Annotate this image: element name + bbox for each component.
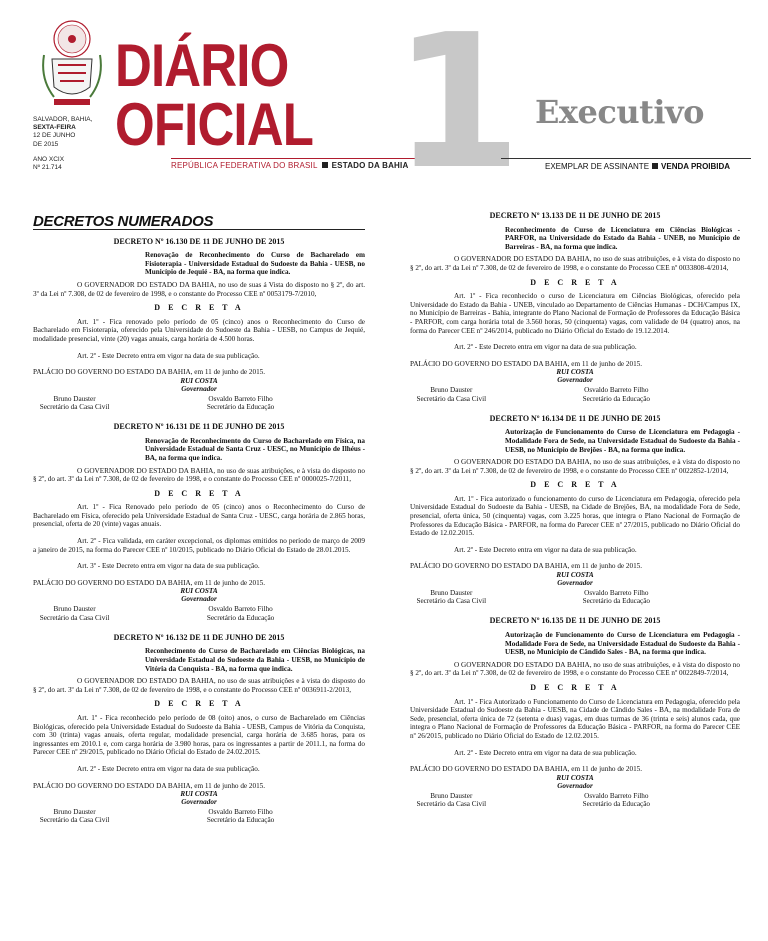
- decree-title: DECRETO Nº 16.130 DE 11 DE JUNHO DE 2015: [113, 236, 285, 246]
- signer-name: Osvaldo Barreto Filho: [208, 605, 273, 614]
- decree-article-1: Art. 1º - Fica renovado pelo período de 05 (cinco) anos o Reconhecimento do Curso de Bacharelado em Fisioterapia, oferecido pela Universidade do Sudoeste da Bahia - UESB, no Campus de Jequié, modalidade presencial, vinte (20) vagas anuais, carga horária de 4.500 horas.: [33, 317, 365, 343]
- decreta-heading: D E C R E T A: [530, 480, 620, 490]
- signer-name: Bruno Dauster: [430, 791, 473, 800]
- decree-palacio: PALÁCIO DO GOVERNO DO ESTADO DA BAHIA, em 11 de junho de 2015.: [410, 562, 643, 571]
- governor-title: Governador: [181, 595, 217, 604]
- governor-name: RUI COSTA: [556, 773, 594, 782]
- decree-ementa: Autorização de Funcionamento do Curso de Licenciatura em Pedagogia - Modalidade Fora de Sede, na Universidade Estadual do Sudoeste da Bahia - UESB, no Município de Cândido Sales - BA, na forma que indica.: [505, 631, 740, 657]
- decree-article-1: Art. 1º - Fica reconhecido o curso de Licenciatura em Ciências Biológicas, oferecido pela Universidade do Estado da Bahia - UNEB, vinculado ao Departamento de Ciências Humanas - DCH/Campus IX, no Município de Barreiras - Bahia, integrante do Plano Nacional de Formação de Professores da Educação Básica - PARFOR, com carga horária total de 3.560 horas, 50 (cinquenta) vagas, com validade de 04 (quatro) anos, na forma do Parecer CEE nº 246/2014, publicado no Diário Oficial do Estado de 19.12.2014.: [410, 292, 740, 335]
- decree-article-1: Art. 1º - Fica Renovado pelo período de 05 (cinco) anos o Reconhecimento do Curso de Bacharelado em Física, oferecido pela Universidade Estadual de Santa Cruz - UESC, carga horária de 2.865 horas, presencial, oferta de 20 (vinte) vagas anuais.: [33, 503, 365, 529]
- signer-name: Osvaldo Barreto Filho: [208, 394, 273, 403]
- decree-article-1: Art. 1º - Fica Autorizado o Funcionamento do Curso de Licenciatura em Pedagogia, oferecido pela Universidade Estadual do Sudoeste da Bahia - UESB, na Cidade de Cândido Sales - BA, na modalidade Fora de Sede, presencial, oferta única de 72 (setenta e duas) vagas, em duas turmas de 36 (trinta e seis) alunos cada, que integra o Plano Nacional de Formação de Professores da Educação Básica - PARFOR, na forma do Parecer CEE nº 26/2015, publicado no Diário Oficial do Estado de 12.02.2015.: [410, 697, 740, 740]
- signer-title: Secretário da Educação: [582, 597, 651, 606]
- decreta-heading: D E C R E T A: [154, 699, 244, 709]
- diario-oficial-logo: [115, 32, 314, 158]
- decree-16135: [410, 617, 740, 808]
- decree-palacio: PALÁCIO DO GOVERNO DO ESTADO DA BAHIA, em 11 de junho de 2015.: [410, 765, 643, 774]
- signer-name: Bruno Dauster: [53, 394, 96, 403]
- decree-article-1: Art. 1º - Fica reconhecido pelo período de 08 (oito) anos, o curso de Bacharelado em Ciências Biológicas, oferecido pela Universidade Estadual do Sudoeste da Bahia - UESB, Campus de Vitória da Conquista, com 30 (trinta) vagas anuais, oferta regular, modalidade presencial, carga horária de 3.685 horas, para os ingressantes em 2010.1 e, com carga horária de 3.980 horas, para os ingressantes a partir de 2011.1, na forma do Parecer CEE nº 29/2015, publicado no Diário Oficial do Estado de 24.02.2015.: [33, 714, 365, 757]
- governor-name: RUI COSTA: [556, 368, 594, 377]
- signer-name: Osvaldo Barreto Filho: [208, 808, 273, 817]
- decree-title: DECRETO Nº 16.134 DE 11 DE JUNHO DE 2015: [489, 413, 661, 423]
- decree-article-2: Art. 2º - Fica validada, em caráter excepcional, os diplomas emitidos no período de março de 2009 a janeiro de 2015, na forma do Parecer CEE nº 10/2015, publicado no Diário Oficial do Estado de 28.01.2015.: [33, 537, 365, 554]
- signatures: [33, 605, 365, 621]
- caderno-number: 1: [393, 0, 517, 210]
- signatures: [33, 808, 365, 824]
- signer-title: Secretário da Casa Civil: [416, 394, 487, 403]
- signer-name: Bruno Dauster: [53, 808, 96, 817]
- exemplar-divider: [501, 158, 751, 159]
- logo-line-2: OFICIAL: [115, 91, 314, 158]
- decree-16132: [33, 634, 365, 825]
- bahia-coat-of-arms-icon: [40, 15, 105, 110]
- governor-title: Governador: [181, 798, 217, 807]
- governor-title: Governador: [557, 579, 593, 588]
- exemplar-label: EXEMPLAR DE ASSINANTE: [545, 162, 650, 171]
- decree-16131: [33, 423, 365, 622]
- right-column: [410, 212, 740, 820]
- decree-ementa: Renovação de Reconhecimento do Curso de Bacharelado em Fisioterapia - Universidade Estadual do Sudoeste da Bahia - UESB, no Município de Jequié - BA, na forma que indica.: [145, 251, 365, 277]
- governor-title: Governador: [181, 384, 217, 393]
- decree-palacio: PALÁCIO DO GOVERNO DO ESTADO DA BAHIA, em 11 de junho de 2015.: [410, 359, 643, 368]
- signatures: [410, 386, 740, 402]
- signatures: [410, 792, 740, 808]
- edition-year: DE 2015: [33, 140, 59, 148]
- decree-title: DECRETO Nº 16.132 DE 11 DE JUNHO DE 2015: [113, 632, 285, 642]
- decree-preamble: O GOVERNADOR DO ESTADO DA BAHIA, no uso de suas atribuições, e à vista do disposto no § 2º, do art. 3º da Lei nº 7.308, de 02 de fevereiro de 1998, e o constante do Processo CEE nº 0033808-4/2014,: [410, 255, 740, 272]
- decree-16130: [33, 238, 365, 412]
- decree-article-2: Art. 2º - Este Decreto entra em vigor na data de sua publicação.: [77, 351, 260, 360]
- governor-name: RUI COSTA: [180, 376, 218, 385]
- decree-preamble: O GOVERNADOR DO ESTADO DA BAHIA, no uso de suas atribuições, e à vista do disposto no § 2º, do art. 3º da Lei nº 7.308, de 02 de fevereiro de 1998, e o constante do Processo CEE nº 0022852-1/2014,: [410, 458, 740, 475]
- signer-title: Secretário da Casa Civil: [416, 597, 487, 606]
- edition-info: [33, 116, 92, 172]
- governor-name: RUI COSTA: [180, 587, 218, 596]
- caderno-title: Executivo: [535, 93, 704, 131]
- square-bullet-icon: [322, 162, 328, 168]
- edition-date: 12 DE JUNHO: [33, 132, 76, 140]
- signatures: [33, 395, 365, 411]
- decreta-heading: D E C R E T A: [530, 683, 620, 692]
- governor-name: RUI COSTA: [556, 571, 594, 580]
- governor-title: Governador: [557, 376, 593, 385]
- republica-label: REPÚBLICA FEDERATIVA DO BRASIL: [171, 161, 318, 170]
- decree-ementa: Reconhecimento do Curso de Licenciatura em Ciências Biológicas - PARFOR, na Universidade do Estado da Bahia - UNEB, no Município de Barreiras - BA, na forma que indica.: [505, 225, 740, 251]
- masthead: [0, 0, 768, 210]
- decree-article-2: Art. 2º - Este Decreto entra em vigor na data de sua publicação.: [454, 748, 637, 757]
- signer-title: Secretário da Casa Civil: [39, 402, 110, 411]
- decree-preamble: O GOVERNADOR DO ESTADO DA BAHIA, no uso de suas á Vista do disposto no § 2º, do art. 3º da Lei nº 7.308, de 02 de fevereiro de 1998, e o constante do Processo CEE nº 0053179-7/2010,: [33, 280, 365, 298]
- signer-title: Secretário da Educação: [206, 613, 275, 622]
- square-bullet-icon: [652, 163, 658, 169]
- signer-name: Bruno Dauster: [430, 386, 473, 395]
- edition-numero: Nº 21.714: [33, 164, 62, 172]
- decree-palacio: PALÁCIO DO GOVERNO DO ESTADO DA BAHIA, em 11 de junho de 2015.: [33, 781, 266, 790]
- decree-preamble: O GOVERNADOR DO ESTADO DA BAHIA, no uso de suas atribuições, e à vista do disposto no § 2º, do art. 3º da Lei nº 7.308, de 02 de fevereiro de 1998, e o constante do Processo CEE nº 0022849-7/2014,: [410, 660, 740, 678]
- governor-title: Governador: [557, 781, 593, 790]
- signer-title: Secretário da Educação: [582, 394, 651, 403]
- decree-title: DECRETO Nº 16.135 DE 11 DE JUNHO DE 2015: [489, 616, 661, 626]
- signer-name: Bruno Dauster: [430, 589, 473, 598]
- decree-ementa: Renovação de Reconhecimento do Curso de Bacharelado em Física, na Universidade Estadual de Santa Cruz - UESC, no Município de Ilhéus - BA, na forma que indica.: [145, 436, 365, 462]
- governor-name: RUI COSTA: [180, 790, 218, 799]
- decree-article-2: Art. 2º - Este Decreto entra em vigor na data de sua publicação.: [77, 764, 260, 773]
- edition-ano: ANO XCIX: [33, 155, 65, 163]
- signer-title: Secretário da Casa Civil: [416, 799, 487, 808]
- decree-palacio: PALÁCIO DO GOVERNO DO ESTADO DA BAHIA, em 11 de junho de 2015.: [33, 578, 266, 587]
- decree-title: DECRETO Nº 16.131 DE 11 DE JUNHO DE 2015: [113, 422, 285, 432]
- section-title: DECRETOS NUMERADOS: [33, 213, 214, 230]
- decree-13133: [410, 212, 740, 403]
- estado-label: ESTADO DA BAHIA: [331, 161, 409, 170]
- signer-name: Osvaldo Barreto Filho: [584, 791, 649, 800]
- decreta-heading: D E C R E T A: [154, 303, 244, 313]
- decree-ementa: Reconhecimento do Curso de Bacharelado em Ciências Biológicas, na Universidade Estadual do Sudoeste da Bahia - UESB, no Município de Vitória da Conquista - BA, na forma que indica.: [145, 647, 365, 673]
- decree-palacio: PALÁCIO DO GOVERNO DO ESTADO DA BAHIA, em 11 de junho de 2015.: [33, 368, 266, 377]
- signer-title: Secretário da Educação: [582, 799, 651, 808]
- decree-article-1: Art. 1º - Fica autorizado o funcionamento do curso de Licenciatura em Pedagogia, oferecido pela Universidade Estadual do Sudoeste da Bahia - UESB, na Cidade de Brejões, BA, na modalidade Fora de Sede, presencial, oferta única, 50 (cinquenta) vagas, com 3.225 horas, que integra o Plano Nacional de Formação de Professores da Educação Básica - PARFOR, na forma do Parecer CEE nº 27/2015, publicado no Diário Oficial do Estado de 12.02.2015.: [410, 494, 740, 538]
- edition-city: SALVADOR, BAHIA,: [33, 116, 93, 123]
- decree-preamble: O GOVERNADOR DO ESTADO DA BAHIA, no uso de suas atribuições e à vista do disposto do § 2º, do art. 3º da Lei nº 7.308, de 02 de fevereiro de 1998, e o constante do Processo CEE nº 0036911-2/2013,: [33, 677, 365, 694]
- signer-name: Osvaldo Barreto Filho: [584, 589, 649, 598]
- signer-title: Secretário da Educação: [206, 816, 275, 825]
- decreta-heading: D E C R E T A: [154, 488, 244, 498]
- signer-title: Secretário da Educação: [206, 402, 275, 411]
- left-column: [33, 212, 365, 837]
- decreta-heading: D E C R E T A: [530, 277, 620, 287]
- decree-preamble: O GOVERNADOR DO ESTADO DA BAHIA, no uso de suas atribuições, e à vista do disposto no § 2º, do art. 3º da Lei nº 7.308, de 02 de fevereiro de 1998, e o constante do Processo CEE nº 0000025-7/2011,: [33, 466, 365, 484]
- decree-title: DECRETO Nº 13.133 DE 11 DE JUNHO DE 2015: [489, 211, 661, 220]
- exemplar-line: [545, 162, 730, 171]
- venda-label: VENDA PROIBIDA: [661, 162, 731, 171]
- signer-title: Secretário da Casa Civil: [39, 613, 110, 622]
- signer-title: Secretário da Casa Civil: [39, 816, 110, 825]
- republic-line: [171, 161, 408, 170]
- signatures: [410, 589, 740, 605]
- decree-ementa: Autorização de Funcionamento do Curso de Licenciatura em Pedagogia - Modalidade Fora de Sede, na Universidade Estadual do Sudoeste da Bahia - UESB, no Município de Brejões - BA, na forma que indica.: [505, 428, 740, 454]
- signer-name: Osvaldo Barreto Filho: [584, 386, 649, 395]
- signer-name: Bruno Dauster: [53, 605, 96, 614]
- decree-16134: [410, 415, 740, 606]
- logo-line-1: DIÁRIO: [115, 32, 289, 99]
- decree-article-2: Art. 2º - Este Decreto entra em vigor na data de sua publicação.: [454, 343, 637, 352]
- edition-weekday: SEXTA-FEIRA: [33, 124, 76, 132]
- decree-article-3: Art. 3º - Este Decreto entra em vigor na data de sua publicação.: [77, 562, 260, 571]
- decree-article-2: Art. 2º - Este Decreto entra em vigor na data de sua publicação.: [454, 545, 637, 554]
